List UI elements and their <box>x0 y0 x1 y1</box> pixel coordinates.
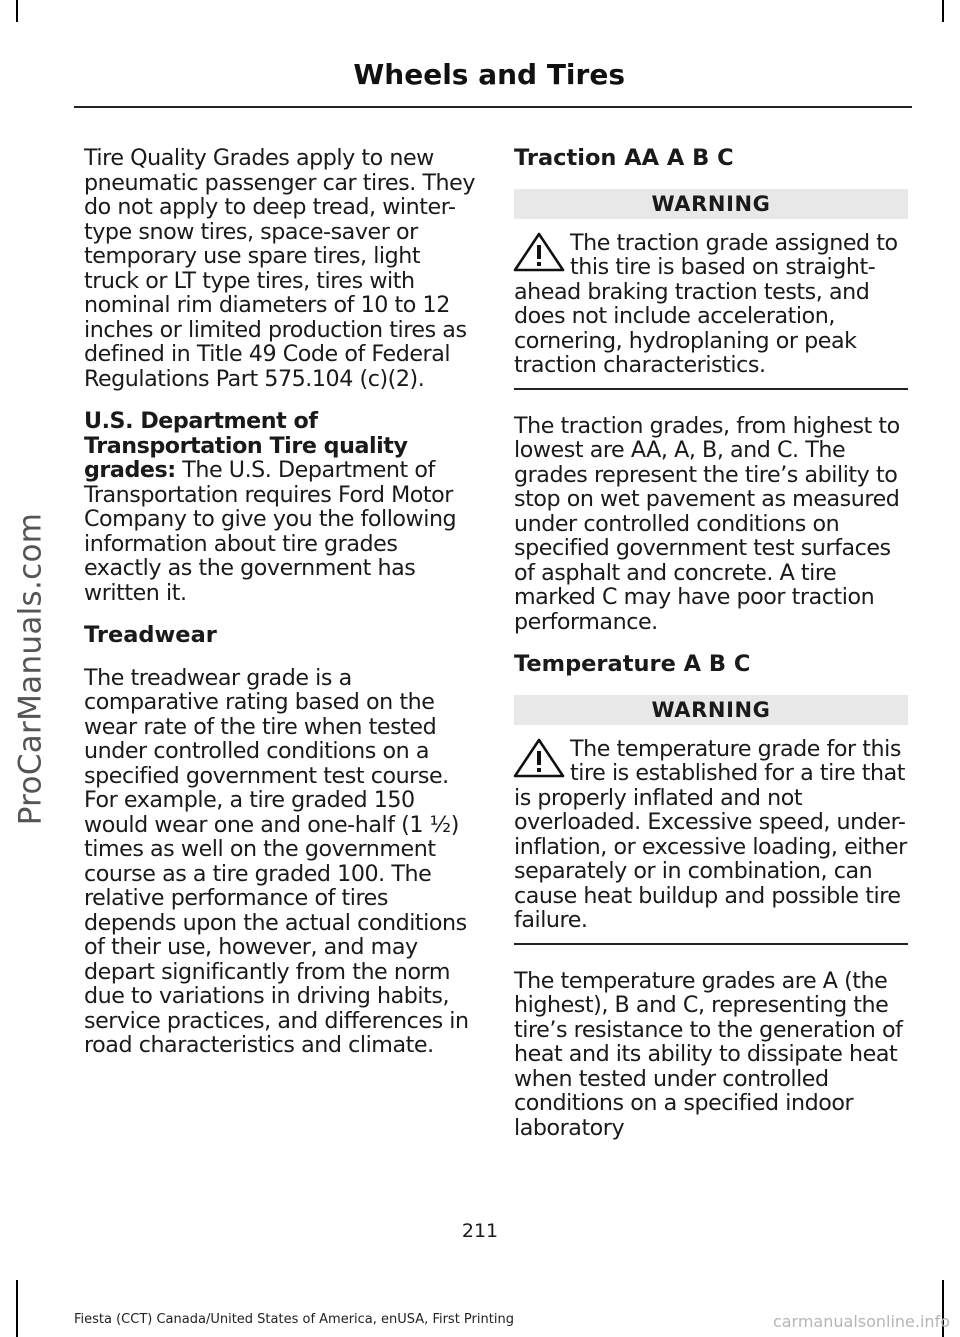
page-number: 211 <box>461 1220 499 1242</box>
traction-paragraph: The traction grades, from highest to lowest are AA, A, B, and C. The grades represent the tire’s ability to stop on wet pavement as measured under controlled conditions on specified government test surfaces of asphalt and concrete. A tire marked C may have poor traction performance. <box>514 412 900 635</box>
crop-mark <box>942 0 944 22</box>
traction-heading: Traction AA A B C <box>514 145 734 171</box>
warning-triangle-icon <box>512 231 566 273</box>
temperature-warning-bar <box>514 695 908 725</box>
traction-warning-text: The traction grade assigned to this tire is based on straight-ahead braking traction tests, and does not include acceleration, cornering, hydroplaning or peak traction characteristics. <box>514 229 898 378</box>
side-watermark-text: ProCarManuals.com <box>12 512 48 825</box>
page-title: Wheels and Tires <box>353 58 625 91</box>
usdot-text: The U.S. Department of Transportation requires Ford Motor Company to give you the following information about tire grades exactly as the government has written it. <box>84 457 457 606</box>
warning-label: WARNING <box>651 697 771 722</box>
traction-warning-block <box>514 231 908 378</box>
side-watermark <box>4 0 56 1337</box>
traction-warning-bar <box>514 189 908 219</box>
edition-footer: Fiesta (CCT) Canada/United States of America, enUSA, First Printing <box>74 1312 514 1327</box>
footer-watermark: carmanualsonline.info <box>772 1312 950 1331</box>
warning-label: WARNING <box>651 191 771 216</box>
intro-paragraph: Tire Quality Grades apply to new pneumatic passenger car tires. They do not apply to deep tread, winter-type snow tires, space-saver or temporary use spare tires, light truck or LT type tires, tires with nominal rim diameters of 10 to 12 inches or limited production tires as defined in Title 49 Code of Federal Regulations Part 575.104 (c)(2). <box>84 145 476 392</box>
temperature-heading: Temperature A B C <box>514 651 751 677</box>
temperature-paragraph: The temperature grades are A (the highest), B and C, representing the tire’s resistance to the generation of heat and its ability to dissipate heat when tested under controlled conditions on a specified indoor laboratory <box>514 967 903 1141</box>
left-column <box>84 146 476 1076</box>
header-divider <box>74 106 912 108</box>
treadwear-paragraph: The treadwear grade is a comparative rating based on the wear rate of the tire when tested under controlled conditions on a specified government test course. For example, a tire graded 150 would wear one and one-half (1 ½) times as well on the government course as a tire graded 100. The relative performance of tires depends upon the actual conditions of their use, however, and may depart significantly from the norm due to variations in driving habits, service practices, and differences in road characteristics and climate. <box>84 664 469 1058</box>
temperature-warning-divider <box>514 943 908 945</box>
usdot-heading: U.S. Department of Transportation Tire quality grades: <box>84 408 408 483</box>
temperature-warning-text: The temperature grade for this tire is established for a tire that is properly inflated and not overloaded. Excessive speed, under-inflation, or excessive loading, either separately or in combination, can cause heat buildup and possible tire failure. <box>514 735 907 933</box>
warning-triangle-icon <box>512 737 566 779</box>
right-column <box>514 146 908 1158</box>
usdot-paragraph <box>84 409 476 605</box>
treadwear-heading: Treadwear <box>84 622 217 648</box>
traction-warning-divider <box>514 388 908 390</box>
temperature-warning-block <box>514 737 908 933</box>
